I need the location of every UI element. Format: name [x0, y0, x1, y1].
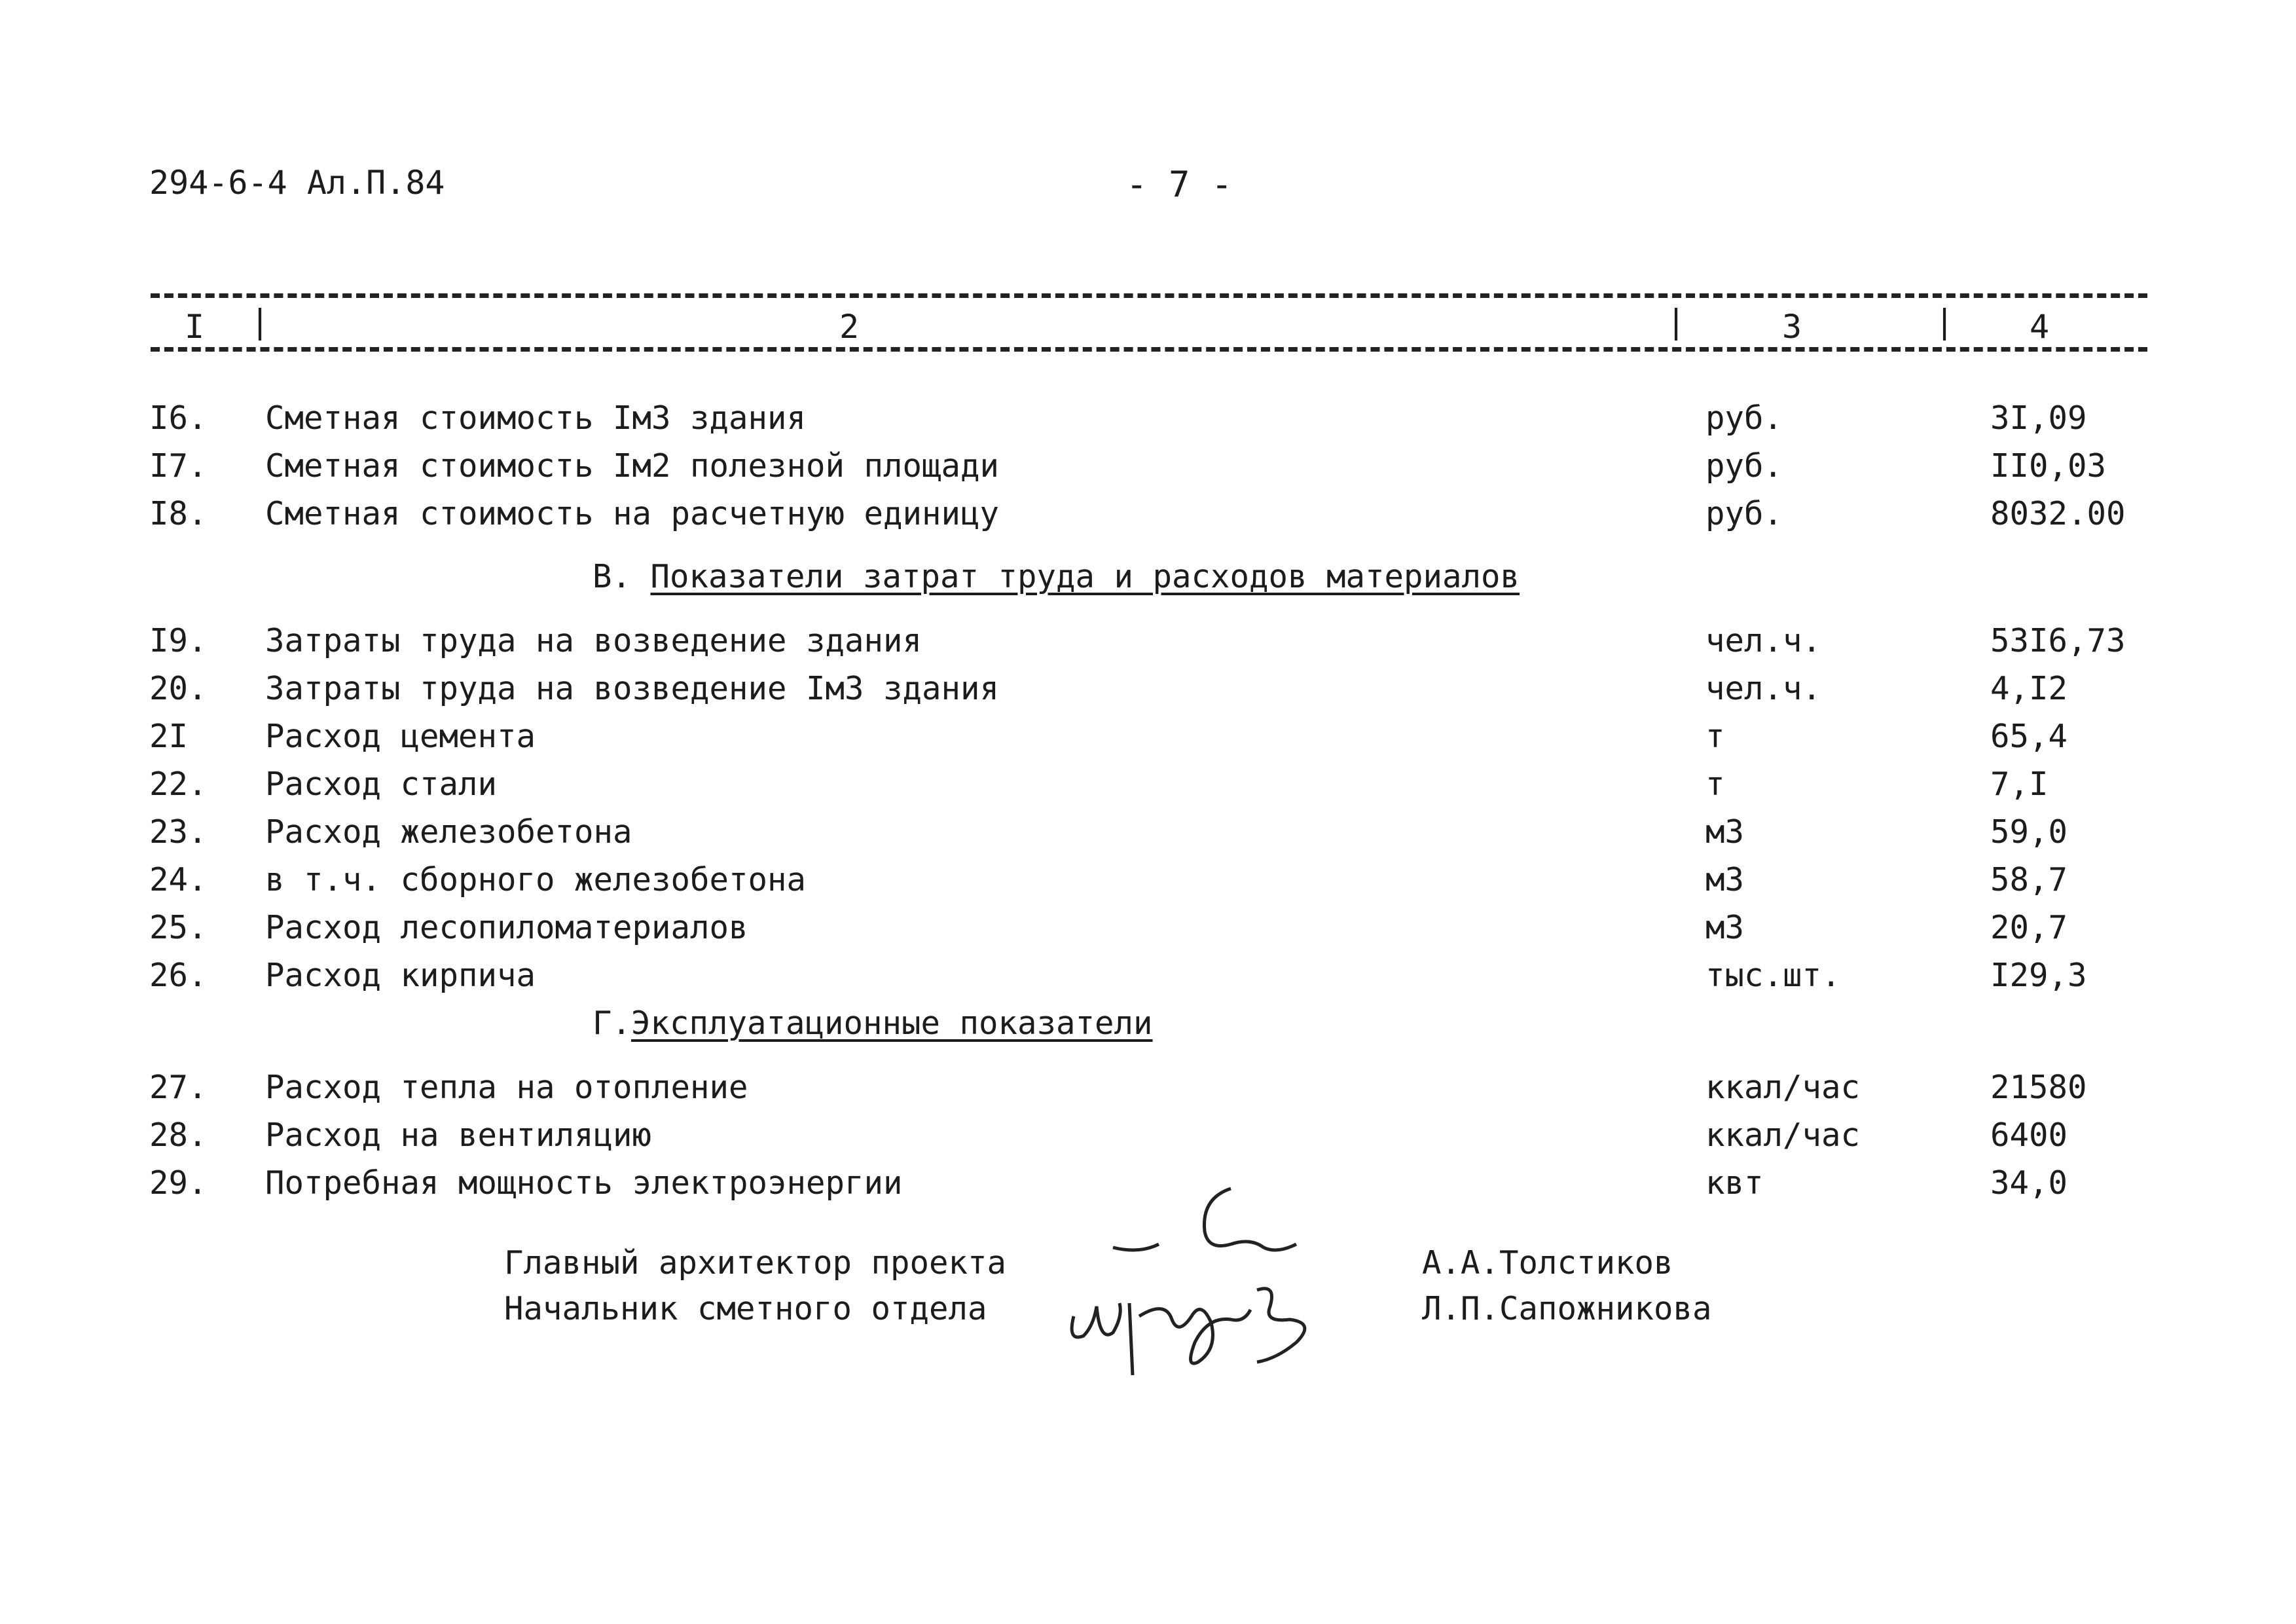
column-separator: | [1666, 303, 1686, 341]
row-value: 34,0 [1990, 1164, 2068, 1202]
row-name: Расход кирпича [265, 957, 536, 994]
section-title: Показатели затрат труда и расходов материалов [650, 558, 1520, 595]
row-value: I29,3 [1990, 957, 2087, 994]
row-number: 2I [149, 718, 189, 755]
row-name: Расход цемента [265, 718, 536, 755]
row-name: Сметная стоимость на расчетную единицу [265, 495, 1000, 532]
row-name: Сметная стоимость Iм3 здания [265, 399, 807, 437]
row-value: 65,4 [1990, 718, 2068, 755]
row-value: 4,I2 [1990, 670, 2068, 707]
row-number: 27. [149, 1069, 208, 1106]
row-number: I9. [149, 622, 208, 659]
row-number: I8. [149, 495, 208, 532]
row-number: I6. [149, 399, 208, 437]
row-number: 25. [149, 909, 208, 946]
row-unit: руб. [1705, 447, 1783, 485]
table-row [0, 399, 2296, 443]
row-name: Расход лесопиломатериалов [265, 909, 748, 946]
table-row [0, 495, 2296, 538]
row-number: 29. [149, 1164, 208, 1202]
section-heading-g [592, 1005, 1153, 1042]
column-separator: | [250, 303, 270, 341]
row-value: II0,03 [1990, 447, 2107, 485]
table-row [0, 957, 2296, 1000]
row-value: 59,0 [1990, 813, 2068, 851]
table-row [0, 813, 2296, 857]
row-unit: тыс.шт. [1705, 957, 1841, 994]
row-unit: м3 [1705, 909, 1745, 946]
row-unit: чел.ч. [1705, 622, 1822, 659]
column-header-1: I [185, 308, 205, 346]
row-unit: квт [1705, 1164, 1764, 1202]
row-name: Затраты труда на возведение здания [265, 622, 922, 659]
signature-name-chief-architect: А.А.Толстиков [1422, 1244, 1673, 1282]
signature-name-estimate-head: Л.П.Сапожникова [1422, 1290, 1712, 1327]
row-value: 53I6,73 [1990, 622, 2126, 659]
table-row [0, 1069, 2296, 1112]
row-name: Расход на вентиляцию [265, 1116, 652, 1154]
section-prefix: Г. [592, 1005, 632, 1042]
signature-title-chief-architect: Главный архитектор проекта [504, 1244, 1007, 1282]
row-unit: ккал/час [1705, 1116, 1861, 1154]
row-unit: т [1705, 766, 1725, 803]
row-name: Потребная мощность электроэнергии [265, 1164, 903, 1202]
row-unit: руб. [1705, 495, 1783, 532]
document-code: 294-6-4 Ал.П.84 [149, 164, 445, 202]
row-name: Сметная стоимость Iм2 полезной площади [265, 447, 1000, 485]
row-value: 20,7 [1990, 909, 2068, 946]
column-separator: | [1935, 303, 1955, 341]
row-unit: т [1705, 718, 1725, 755]
table-row [0, 718, 2296, 761]
row-unit: м3 [1705, 813, 1745, 851]
row-number: 24. [149, 861, 208, 898]
row-name: Расход стали [265, 766, 498, 803]
column-header-4: 4 [2030, 308, 2050, 346]
section-title: Эксплуатационные показатели [631, 1005, 1153, 1042]
column-header-3: 3 [1782, 308, 1802, 346]
row-number: 26. [149, 957, 208, 994]
row-unit: руб. [1705, 399, 1783, 437]
row-name: Расход железобетона [265, 813, 632, 851]
handwritten-signature [1061, 1185, 1349, 1382]
page-number: - 7 - [1126, 164, 1233, 205]
row-number: 22. [149, 766, 208, 803]
section-prefix: В. [592, 558, 632, 595]
row-unit: чел.ч. [1705, 670, 1822, 707]
column-header-2: 2 [839, 308, 860, 346]
row-value: 3I,09 [1990, 399, 2087, 437]
table-row [0, 447, 2296, 490]
row-value: 21580 [1990, 1069, 2087, 1106]
table-row [0, 1116, 2296, 1160]
row-value: 8032.00 [1990, 495, 2126, 532]
table-row [0, 766, 2296, 809]
signature-title-estimate-head: Начальник сметного отдела [504, 1290, 987, 1327]
table-row [0, 622, 2296, 665]
row-name: в т.ч. сборного железобетона [265, 861, 807, 898]
table-row [0, 670, 2296, 713]
row-unit: ккал/час [1705, 1069, 1861, 1106]
table-row [0, 861, 2296, 904]
row-value: 6400 [1990, 1116, 2068, 1154]
row-value: 58,7 [1990, 861, 2068, 898]
row-value: 7,I [1990, 766, 2049, 803]
section-heading-v [592, 558, 1520, 595]
row-number: 28. [149, 1116, 208, 1154]
row-number: 20. [149, 670, 208, 707]
row-number: 23. [149, 813, 208, 851]
row-unit: м3 [1705, 861, 1745, 898]
table-row [0, 909, 2296, 952]
header-rule-bottom [151, 347, 2147, 352]
row-number: I7. [149, 447, 208, 485]
row-name: Затраты труда на возведение Iм3 здания [265, 670, 1000, 707]
header-rule-top [151, 293, 2147, 298]
row-name: Расход тепла на отопление [265, 1069, 748, 1106]
